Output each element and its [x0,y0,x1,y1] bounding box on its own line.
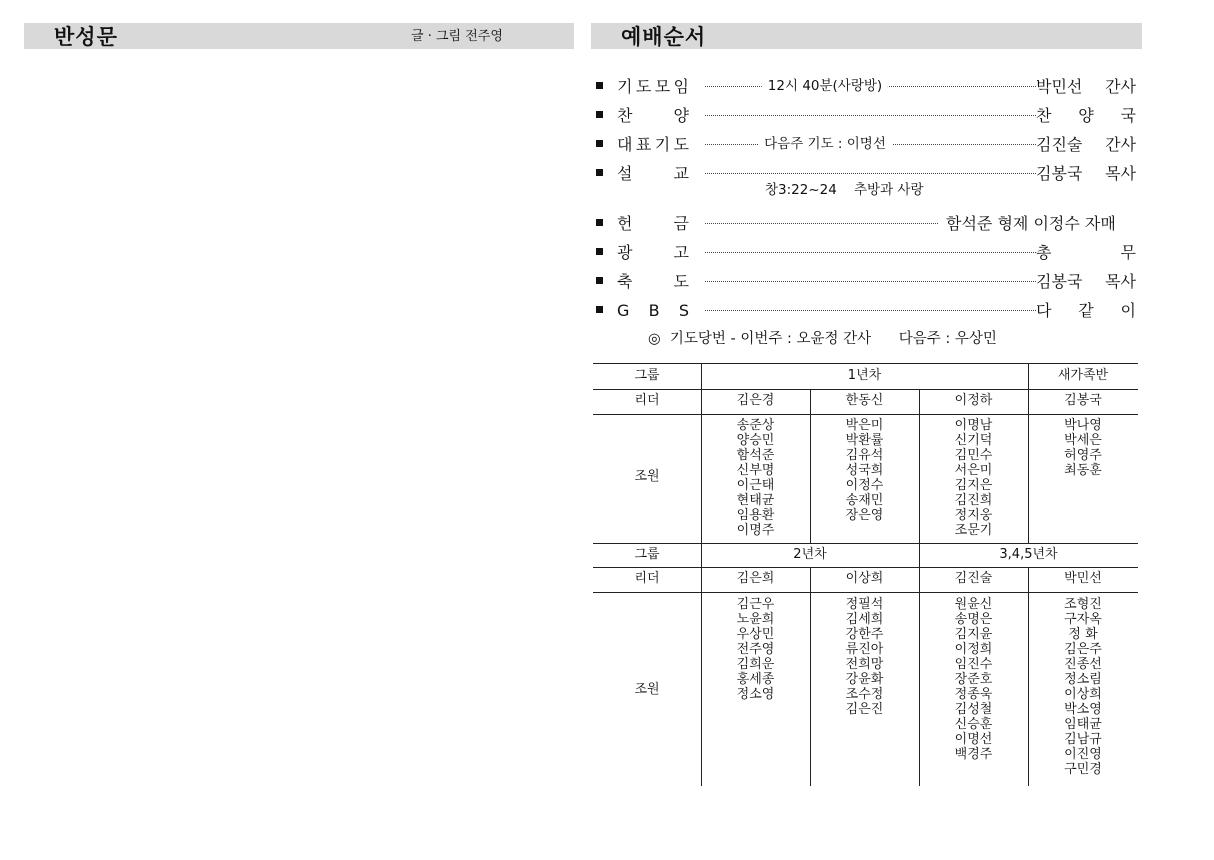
member-name: 전희망 [845,657,884,672]
member-column [1028,597,1138,777]
order-label-char: 교 [673,164,689,183]
member-name: 정지웅 [954,508,993,523]
member-name: 임진수 [954,657,993,672]
member-name: 정소영 [736,687,775,702]
group-header-label: 그룹 [634,547,660,562]
bullet-icon [596,111,603,118]
member-column [1028,418,1138,478]
member-name: 김남규 [1064,732,1102,747]
order-label-char: 축 [617,272,633,291]
order-person [1036,238,1136,267]
leader-dots [705,252,1036,253]
member-column [701,418,810,538]
member-name: 김지윤 [954,627,993,642]
member-name: 정소림 [1064,672,1102,687]
member-name: 함석준 [736,448,775,463]
member-name: 신기덕 [954,433,993,448]
order-person-part: 함석준 형제 이정수 자매 [946,214,1116,233]
member-name: 백경주 [954,747,993,762]
order-person-part: 김봉국 [1036,272,1083,291]
order-person-part: 무 [1120,243,1136,262]
group-header-year345: 3,4,5년차 [999,547,1058,562]
left-header-bar [24,23,574,49]
member-name: 김지은 [954,478,993,493]
group-header-newcomer: 새가족반 [1057,368,1109,383]
member-name: 현태균 [736,493,775,508]
order-label-char: G [617,301,630,320]
member-name: 김세희 [845,612,884,627]
order-label-char: 설 [617,164,633,183]
member-name: 이근태 [736,478,775,493]
order-label [617,296,689,325]
member-name: 원윤신 [954,597,993,612]
member-row-label: 조원 [634,682,660,697]
member-name: 박환률 [845,433,884,448]
order-label [617,267,689,296]
member-name: 김민수 [954,448,993,463]
order-person-part: 간사 [1105,135,1136,154]
member-row-label: 조원 [634,469,660,484]
order-label-char: 임 [673,77,689,96]
leader-dots [705,115,1036,116]
member-name: 전주영 [736,642,775,657]
member-column [919,597,1028,762]
order-person [1036,130,1136,159]
order-row [593,101,1138,130]
member-name: 송준상 [736,418,775,433]
leader-row-label: 리더 [634,571,660,586]
member-name: 이명주 [736,523,775,538]
member-name: 송재민 [845,493,884,508]
member-name: 이명선 [954,732,993,747]
member-name: 진종선 [1064,657,1102,672]
bullet-icon [596,169,603,176]
member-name: 이정수 [845,478,884,493]
order-row [593,72,1138,101]
member-name: 신승훈 [954,717,993,732]
order-row [593,267,1138,296]
member-name: 김성철 [954,702,993,717]
order-label-char: 찬 [617,106,633,125]
order-label-char: 헌 [617,214,633,233]
order-person-part: 양 [1078,106,1094,125]
order-label [617,101,689,130]
member-name: 김은진 [845,702,884,717]
order-label-char: 고 [673,243,689,262]
order-row [593,159,1138,188]
group-header-year1: 1년차 [847,368,882,383]
order-label [617,159,689,188]
leader-row-label: 리더 [634,393,660,408]
order-label [617,209,689,238]
member-name: 장준호 [954,672,993,687]
member-name: 조문기 [954,523,993,538]
bullet-icon [596,306,603,313]
order-person-part: 다 [1036,301,1052,320]
order-label-char: 기 [654,135,671,154]
leader-dots [705,173,1036,174]
order-label-char: 기 [617,77,633,96]
leader-name: 김진술 [954,571,993,586]
order-row [593,238,1138,267]
order-label-char: 도 [673,135,689,154]
group-header-label: 그룹 [634,368,660,383]
order-label-char: 표 [635,135,652,154]
leader-dots [705,281,1036,282]
order-person-part: 같 [1078,301,1094,320]
order-label-char: 광 [617,243,633,262]
member-column [810,597,919,717]
member-name: 김희운 [736,657,775,672]
order-label-char: 도 [635,77,652,96]
member-name: 정필석 [845,597,884,612]
member-name: 정종욱 [954,687,993,702]
group-header-year2: 2년차 [793,547,827,562]
member-name: 조형진 [1064,597,1102,612]
leader-name: 이상희 [845,571,884,586]
member-name: 박소영 [1064,702,1102,717]
order-person-part: 목사 [1105,272,1136,291]
member-name: 이정희 [954,642,993,657]
group-table [593,363,1138,786]
order-label-char: 도 [673,272,689,291]
order-person [1036,296,1136,325]
order-person [1036,159,1136,188]
sermon-subtitle: 창3:22~24 추방과 사랑 [765,182,924,198]
order-person [1036,101,1136,130]
member-name: 박은미 [845,418,884,433]
order-label [617,72,689,101]
member-name: 구자옥 [1064,612,1102,627]
member-name: 박나영 [1064,418,1102,433]
order-label-char: 양 [673,106,689,125]
bullet-icon [596,140,603,147]
member-name: 김진희 [954,493,993,508]
member-name: 최동훈 [1064,463,1102,478]
member-column [810,418,919,523]
order-person [946,209,1136,238]
left-byline: 글 · 그림 전주영 [411,29,503,44]
leader-name: 이정하 [954,393,993,408]
member-name: 류진아 [845,642,884,657]
leader-dots [705,310,1036,311]
order-row [593,130,1138,159]
member-name: 노윤희 [736,612,775,627]
member-name: 우상민 [736,627,775,642]
member-name: 강한주 [845,627,884,642]
order-label-char: 대 [617,135,633,154]
member-name: 강윤화 [845,672,884,687]
member-name: 김은주 [1064,642,1102,657]
member-name: 성국희 [845,463,884,478]
bullet-icon [596,248,603,255]
order-person-part: 이 [1120,301,1136,320]
order-detail: 다음주 기도 : 이명선 [758,134,892,154]
order-detail: 12시 40분(사랑방) [762,76,888,96]
order-person-part: 김진술 [1036,135,1083,154]
order-label-char: 모 [654,77,671,96]
member-name: 김유석 [845,448,884,463]
order-label [617,238,689,267]
member-name: 임태균 [1064,717,1102,732]
member-name: 박세은 [1064,433,1102,448]
right-page-title: 예배순서 [621,25,707,49]
left-page-title: 반성문 [54,25,118,49]
order-person-part: 목사 [1105,164,1136,183]
leader-dots [705,223,938,224]
member-name: 허영주 [1064,448,1102,463]
member-name: 신부명 [736,463,775,478]
order-label-char: B [648,301,660,320]
leader-name: 한동신 [845,393,884,408]
table-rule [593,592,1138,593]
leader-name: 김봉국 [1064,393,1102,408]
order-label-char: S [678,301,689,320]
member-name: 임용환 [736,508,775,523]
order-person [1036,267,1136,296]
member-name: 서은미 [954,463,993,478]
member-name: 장은영 [845,508,884,523]
order-label-char: 금 [673,214,689,233]
order-person-part: 총 [1036,243,1052,262]
member-name: 홍세종 [736,672,775,687]
order-person-part: 간사 [1105,77,1136,96]
bullet-icon [596,277,603,284]
prayer-duty-note: ◎ 기도당번 - 이번주 : 오윤정 간사 다음주 : 우상민 [648,331,997,347]
right-header-bar [591,23,1142,49]
leader-name: 김은희 [736,571,775,586]
order-label [617,130,689,159]
member-column [701,597,810,702]
member-column [919,418,1028,538]
order-person-part: 박민선 [1036,77,1083,96]
bullet-icon [596,219,603,226]
member-name: 이상희 [1064,687,1102,702]
order-row [593,209,1138,238]
member-name: 양승민 [736,433,775,448]
bullet-icon [596,82,603,89]
order-row [593,296,1138,325]
member-name: 이진영 [1064,747,1102,762]
member-name: 조수정 [845,687,884,702]
member-name: 이명남 [954,418,993,433]
order-person-part: 찬 [1036,106,1052,125]
order-person-part: 김봉국 [1036,164,1083,183]
member-name: 구민경 [1064,762,1102,777]
order-person-part: 국 [1120,106,1136,125]
leader-name: 박민선 [1064,571,1102,586]
leader-name: 김은경 [736,393,775,408]
member-name: 김근우 [736,597,775,612]
table-rule [593,414,1138,415]
member-name: 송명은 [954,612,993,627]
order-person [1036,72,1136,101]
member-name: 정 화 [1068,627,1098,642]
